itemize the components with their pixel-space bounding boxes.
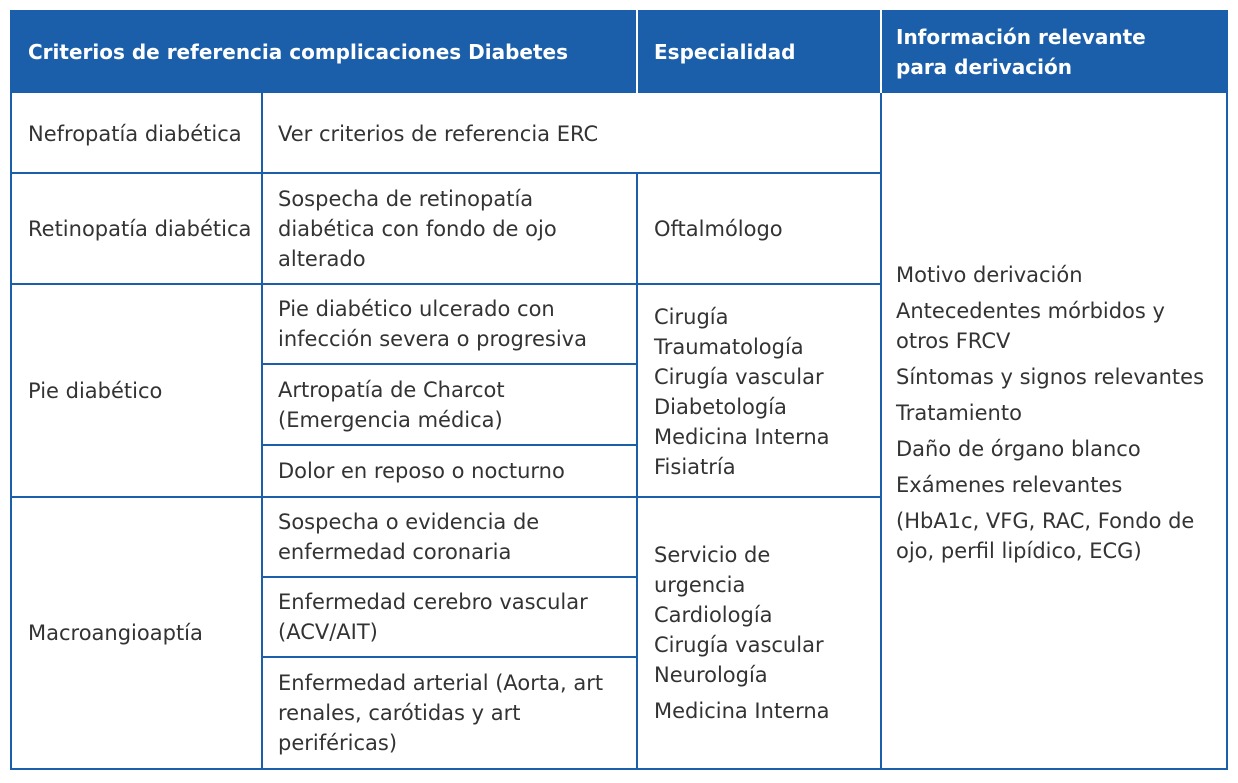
info-item: (HbA1c, VFG, RAC, Fondo de ojo, perfil lipídico, ECG) bbox=[896, 509, 1195, 563]
criterion-text: Enfermedad arterial (Aorta, art renales, carótidas y art periféricas) bbox=[278, 671, 604, 755]
criterion-pie-1 bbox=[278, 285, 628, 363]
header-info: Información relevante para derivación bbox=[896, 24, 1146, 79]
grid-line bbox=[880, 93, 882, 770]
specialty-item: Traumatología bbox=[654, 335, 804, 359]
criterion-macro-3 bbox=[278, 658, 628, 768]
criterion-nefropatia bbox=[278, 96, 868, 172]
criterion-text: Sospecha de retinopatía diabética con fondo de ojo alterado bbox=[278, 187, 557, 271]
info-item: Motivo derivación bbox=[896, 263, 1083, 287]
specialty-item: Servicio de urgencia bbox=[654, 543, 771, 597]
specialty-item: Medicina Interna bbox=[654, 425, 830, 449]
criterion-macro-2 bbox=[278, 578, 628, 656]
specialty-item: Neurología bbox=[654, 663, 768, 687]
info-item: Daño de órgano blanco bbox=[896, 437, 1141, 461]
specialty-item: Cirugía vascular bbox=[654, 633, 824, 657]
info-item: Tratamiento bbox=[896, 401, 1022, 425]
header-divider bbox=[636, 10, 638, 93]
criterion-text: Sospecha o evidencia de enfermedad coronaria bbox=[278, 510, 540, 564]
info-list bbox=[896, 260, 1214, 566]
info-item: Exámenes relevantes bbox=[896, 473, 1123, 497]
specialty-text: Oftalmólogo bbox=[654, 217, 783, 241]
criteria-table bbox=[10, 10, 1228, 770]
info-item: Síntomas y signos relevantes bbox=[896, 365, 1205, 389]
header-criteria: Criterios de referencia complicaciones Diabetes bbox=[28, 39, 569, 64]
criterion-macro-1 bbox=[278, 498, 628, 576]
specialty-item: Cirugía bbox=[654, 305, 729, 329]
criterion-text: Enfermedad cerebro vascular (ACV/AIT) bbox=[278, 590, 588, 644]
row-label-text: Retinopatía diabética bbox=[28, 217, 252, 241]
header-specialty: Especialidad bbox=[654, 39, 796, 64]
grid-line bbox=[1226, 93, 1228, 770]
specialty-item: Medicina Interna bbox=[654, 699, 830, 723]
row-label-retinopatia bbox=[28, 175, 253, 283]
criterion-retinopatia bbox=[278, 175, 628, 283]
specialty-item: Cardiología bbox=[654, 603, 773, 627]
row-label-text: Nefropatía diabética bbox=[28, 122, 242, 146]
specialty-retinopatia bbox=[654, 175, 874, 283]
header-divider bbox=[880, 10, 882, 93]
grid-line bbox=[261, 93, 263, 770]
criterion-pie-3 bbox=[278, 446, 628, 496]
grid-line bbox=[10, 172, 882, 174]
criterion-text: Dolor en reposo o nocturno bbox=[278, 459, 565, 483]
criterion-text: Ver criterios de referencia ERC bbox=[278, 122, 599, 146]
criterion-text: Artropatía de Charcot (Emergencia médica) bbox=[278, 377, 505, 432]
info-item: Antecedentes mórbidos y otros FRCV bbox=[896, 299, 1165, 353]
grid-line bbox=[10, 93, 12, 770]
specialty-item: Diabetología bbox=[654, 395, 787, 419]
criterion-text: Pie diabético ulcerado con infección severa o progresiva bbox=[278, 297, 587, 351]
grid-line bbox=[10, 768, 1228, 770]
specialties-macro bbox=[654, 540, 874, 726]
specialties-pie bbox=[654, 302, 879, 482]
row-label-text: Pie diabético bbox=[28, 378, 163, 403]
grid-line bbox=[636, 173, 638, 770]
row-label-pie bbox=[28, 285, 253, 496]
criterion-pie-2 bbox=[278, 365, 628, 444]
specialty-item: Fisiatría bbox=[654, 455, 736, 479]
row-label-text: Macroangioaptía bbox=[28, 621, 203, 645]
specialty-item: Cirugía vascular bbox=[654, 365, 824, 389]
row-label-macro bbox=[28, 498, 253, 768]
row-label-nefropatia bbox=[28, 96, 253, 172]
